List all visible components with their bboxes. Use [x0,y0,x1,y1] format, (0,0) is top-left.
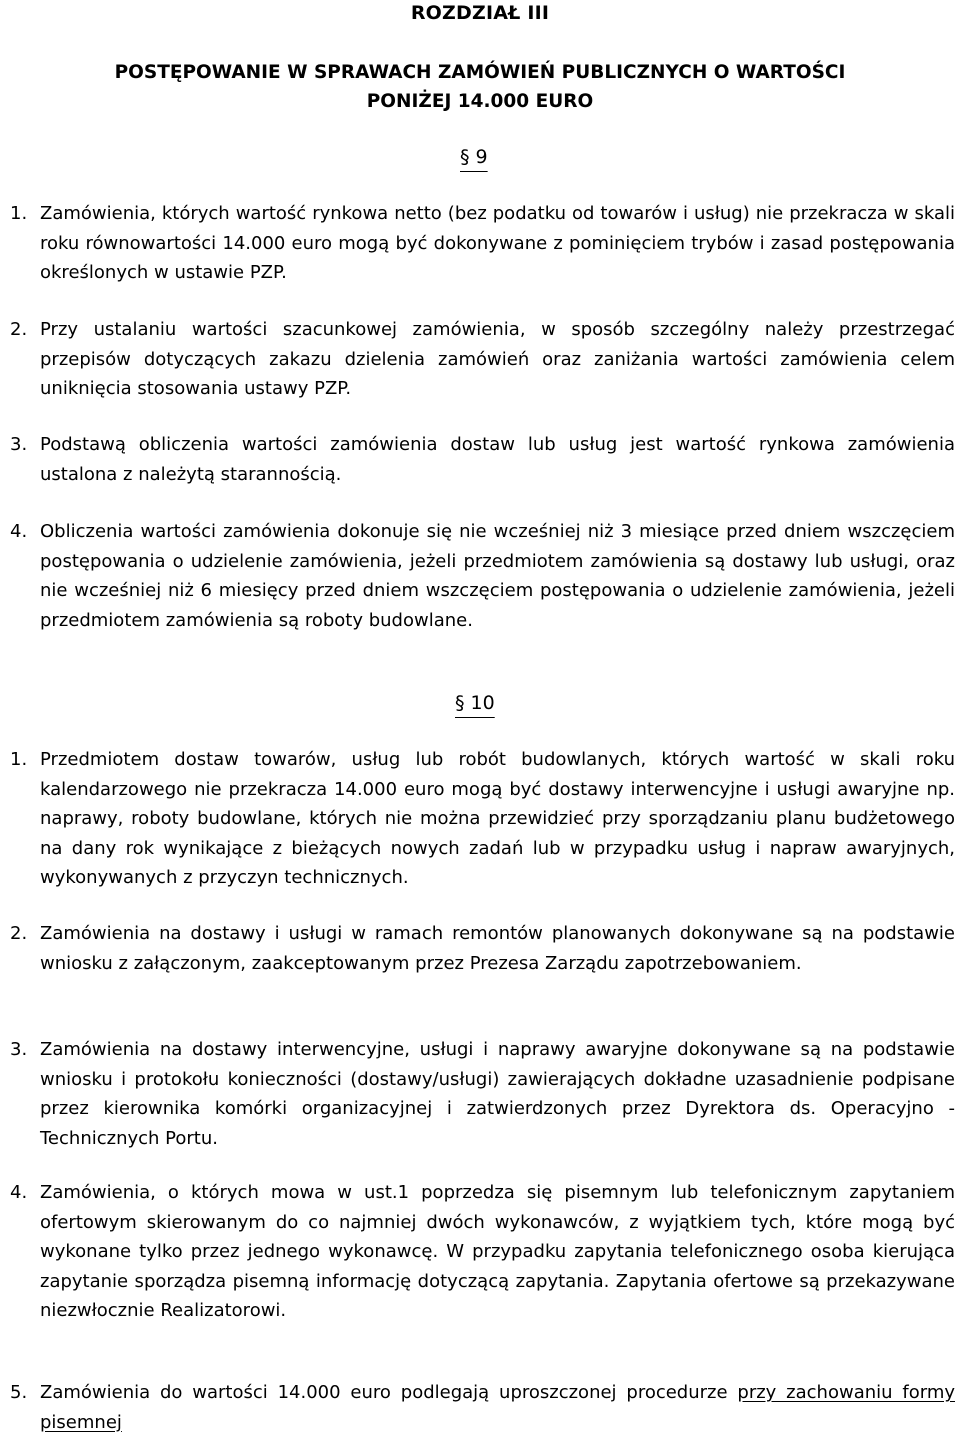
paragraph-number: 3. [10,434,28,455]
paragraph-text: Zamówienia, których wartość rynkowa netto (bez podatku od towarów i usług) nie przekracza w skali roku równowartości 14.000 euro mogą być dokonywane z pominięciem trybów i zasad postępowania określonych w ustawie PZP. [40,203,955,283]
paragraph-number: 1. [10,749,28,770]
paragraph-number: 1. [10,203,28,224]
chapter-title [0,58,960,116]
paragraph-9-1 [10,199,955,288]
paragraph-9-2 [10,315,955,404]
paragraph-number: 5. [10,1382,28,1403]
paragraph-number: 4. [10,1182,28,1203]
section-mark-9: § 9 [460,146,488,168]
chapter-title-line-1: POSTĘPOWANIE W SPRAWACH ZAMÓWIEŃ PUBLICZNYCH O WARTOŚCI [114,62,846,83]
paragraph-text: Zamówienia, o których mowa w ust.1 poprzedza się pisemnym lub telefonicznym zapytaniem ofertowym skierowanym do co najmniej dwóch wykonawców, z wyjątkiem tych, które mogą być wykonane tylko przez jednego wykonawcę. W przypadku zapytania telefonicznego osoba kierująca zapytanie sporządza pisemną informację dotyczącą zapytania. Zapytania ofertowe są przekazywane niezwłocznie Realizatorowi. [40,1182,955,1321]
paragraph-text [40,1378,955,1437]
paragraph-number: 2. [10,319,28,340]
paragraph-number: 2. [10,923,28,944]
chapter-title-line-2: PONIŻEJ 14.000 EURO [366,91,594,112]
paragraph-10-3 [10,1035,955,1153]
paragraph-text: Zamówienia na dostawy i usługi w ramach remontów planowanych dokonywane są na podstawie wniosku z załączonym, zaakceptowanym przez Prezesa Zarządu zapotrzebowaniem. [40,923,955,974]
paragraph-10-2 [10,919,955,978]
paragraph-number: 3. [10,1039,28,1060]
paragraph-number: 4. [10,521,28,542]
paragraph-9-3 [10,430,955,489]
paragraph-text: Przy ustalaniu wartości szacunkowej zamówienia, w sposób szczególny należy przestrzegać przepisów dotyczących zakazu dzielenia zamówień oraz zaniżania wartości zamówienia celem uniknięcia stosowania ustawy PZP. [40,319,955,399]
paragraph-text: Przedmiotem dostaw towarów, usług lub robót budowlanych, których wartość w skali roku kalendarzowego nie przekracza 14.000 euro mogą być dostawy interwencyjne i usługi awaryjne np. naprawy, roboty budowlane, których nie można przewidzieć przy sporządzaniu planu budżetowego na dany rok wynikające z bieżących nowych zadań lub w przypadku usług i napraw awaryjnych, wykonywanych z przyczyn technicznych. [40,749,955,888]
paragraph-text: Podstawą obliczenia wartości zamówienia dostaw lub usług jest wartość rynkowa zamówienia ustalona z należytą starannością. [40,434,955,485]
paragraph-9-4 [10,517,955,635]
paragraph-text-plain: Zamówienia do wartości 14.000 euro podlegają uproszczonej procedurze [40,1382,738,1403]
section-mark-10: § 10 [455,692,495,714]
chapter-heading: ROZDZIAŁ III [410,2,550,24]
paragraph-10-5 [10,1378,955,1437]
paragraph-10-4 [10,1178,955,1326]
paragraph-text: Zamówienia na dostawy interwencyjne, usługi i naprawy awaryjne dokonywane są na podstawie wniosku i protokołu konieczności (dostawy/usługi) zawierających dokładne uzasadnienie podpisane przez kierownika komórki organizacyjnej i zatwierdzonych przez Dyrektora ds. Operacyjno - Technicznych Portu. [40,1039,955,1149]
underlined-phrase: przy zachowaniu formy pisemnej [40,1382,955,1433]
paragraph-text: Obliczenia wartości zamówienia dokonuje się nie wcześniej niż 3 miesiące przed dniem wszczęciem postępowania o udzielenie zamówienia, jeżeli przedmiotem zamówienia są dostawy lub usługi, oraz nie wcześniej niż 6 miesięcy przed dniem wszczęciem postępowania o udzielenie zamówienia, jeżeli przedmiotem zamówienia są roboty budowlane. [40,521,955,631]
paragraph-10-1 [10,745,955,893]
